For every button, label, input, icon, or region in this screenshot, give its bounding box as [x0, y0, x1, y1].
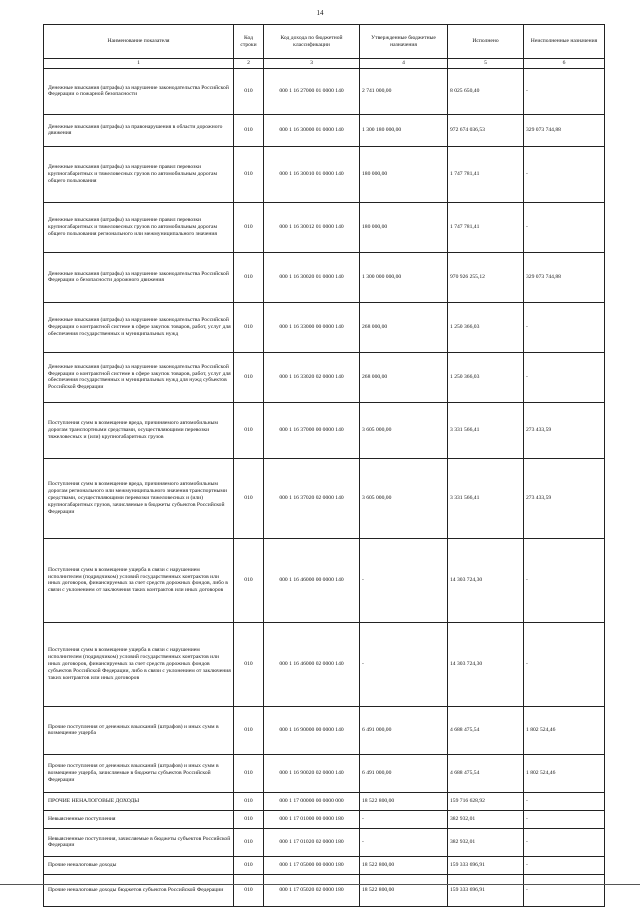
row-name: Денежные взыскания (штрафы) за правонарушения в области дорожного движения: [44, 114, 234, 146]
header-cell: Наименование показателя: [44, 25, 234, 59]
page-number: 14: [316, 9, 324, 17]
row-executed: 159 333 696,91: [448, 856, 524, 874]
column-number-row: [44, 59, 605, 69]
row-executed: 1 250 366,03: [448, 352, 524, 402]
row-unexecuted: -: [524, 302, 605, 352]
row-kbk: 000 1 16 37000 00 0000 140: [264, 402, 360, 458]
table-row: [44, 874, 605, 906]
row-executed: 4 688 475,54: [448, 754, 524, 792]
row-name: Прочие поступления от денежных взысканий (штрафов) и иных сумм в возмещение ущерба: [44, 706, 234, 754]
row-approved: 268 000,00: [360, 302, 448, 352]
row-executed: 1 250 366,03: [448, 302, 524, 352]
row-executed: 3 331 566,41: [448, 458, 524, 538]
header-cell: Код строки: [234, 25, 264, 59]
row-unexecuted: 1 802 524,46: [524, 754, 605, 792]
row-code: 010: [234, 68, 264, 114]
row-approved: 18 522 800,00: [360, 874, 448, 906]
row-approved: 1 300 000 000,00: [360, 252, 448, 302]
row-code: 010: [234, 458, 264, 538]
table-row: [44, 402, 605, 458]
row-code: 010: [234, 856, 264, 874]
row-name: Поступления сумм в возмещение вреда, причиняемого автомобильным дорогам транспортными средствами, осуществляющими перевозки тяжеловесных и (или) крупногабаритных грузов: [44, 402, 234, 458]
row-code: 010: [234, 538, 264, 622]
row-name: Прочие поступления от денежных взысканий (штрафов) и иных сумм в возмещение ущерба, зачисляемые в бюджеты субъектов Российской Федерации: [44, 754, 234, 792]
row-code: 010: [234, 706, 264, 754]
row-code: 010: [234, 114, 264, 146]
row-kbk: 000 1 16 30020 01 0000 140: [264, 252, 360, 302]
row-executed: 159 333 696,91: [448, 874, 524, 906]
row-executed: 970 926 255,12: [448, 252, 524, 302]
column-number: 5: [448, 59, 524, 69]
row-code: 010: [234, 352, 264, 402]
column-number: 6: [524, 59, 605, 69]
page-bottom-rule: [0, 884, 640, 885]
row-name: Поступления сумм в возмещение ущерба в связи с нарушением исполнителем (подрядчиком) условий государственных контрактов или иных договоров, финансируемых за счет средств дорожных фондов субъектов Российской Федерации, либо в связи с уклонением от заключения таких контрактов или иных договоров: [44, 622, 234, 706]
table-row: [44, 622, 605, 706]
row-executed: 1 747 781,41: [448, 202, 524, 252]
row-kbk: 000 1 16 90020 02 0000 140: [264, 754, 360, 792]
row-code: 010: [234, 754, 264, 792]
row-name: Денежные взыскания (штрафы) за нарушение правил перевозки крупногабаритных и тяжеловесных грузов по автомобильным дорогам общего пользования регионального или межмуниципального значения: [44, 202, 234, 252]
row-approved: 3 605 000,00: [360, 458, 448, 538]
table-row: [44, 810, 605, 828]
row-kbk: 000 1 16 46000 02 0000 140: [264, 622, 360, 706]
row-unexecuted: -: [524, 146, 605, 202]
row-code: 010: [234, 622, 264, 706]
row-code: 010: [234, 302, 264, 352]
row-kbk: 000 1 16 46000 00 0000 140: [264, 538, 360, 622]
row-name: Денежные взыскания (штрафы) за нарушение законодательства Российской Федерации о контрактной системе в сфере закупок товаров, работ, услуг для обеспечения государственных и муниципальных нужд для нужд субъектов Российской Федерации: [44, 352, 234, 402]
table-row: [44, 252, 605, 302]
row-code: 010: [234, 252, 264, 302]
row-name: Денежные взыскания (штрафы) за нарушение правил перевозки крупногабаритных и тяжеловесных грузов по автомобильным дорогам общего пользования: [44, 146, 234, 202]
table-row: [44, 352, 605, 402]
header-cell: Неисполненные назначения: [524, 25, 605, 59]
column-number: 1: [44, 59, 234, 69]
row-unexecuted: -: [524, 874, 605, 906]
row-unexecuted: 329 073 744,88: [524, 114, 605, 146]
row-unexecuted: 273 433,59: [524, 458, 605, 538]
table-row: [44, 856, 605, 874]
row-name: Поступления сумм в возмещение ущерба в связи с нарушением исполнителем (подрядчиком) условий государственных контрактов или иных договоров, финансируемых за счет средств дорожных фондов, либо в связи с уклонением от заключения таких контрактов или иных договоров: [44, 538, 234, 622]
header-cell: Код дохода по бюджетной классификации: [264, 25, 360, 59]
row-approved: 1 300 180 000,00: [360, 114, 448, 146]
row-approved: -: [360, 622, 448, 706]
row-name: ПРОЧИЕ НЕНАЛОГОВЫЕ ДОХОДЫ: [44, 792, 234, 810]
row-unexecuted: -: [524, 352, 605, 402]
row-kbk: 000 1 16 30010 01 0000 140: [264, 146, 360, 202]
row-unexecuted: -: [524, 792, 605, 810]
row-kbk: 000 1 16 33000 00 0000 140: [264, 302, 360, 352]
row-executed: 1 747 781,41: [448, 146, 524, 202]
row-approved: -: [360, 828, 448, 856]
row-unexecuted: -: [524, 856, 605, 874]
row-code: 010: [234, 810, 264, 828]
row-approved: 3 605 000,00: [360, 402, 448, 458]
row-unexecuted: -: [524, 810, 605, 828]
row-unexecuted: -: [524, 828, 605, 856]
row-kbk: 000 1 16 33020 02 0000 140: [264, 352, 360, 402]
table-row: [44, 706, 605, 754]
row-kbk: 000 1 17 00000 00 0000 000: [264, 792, 360, 810]
row-code: 010: [234, 828, 264, 856]
row-name: Невыясненные поступления, зачисляемые в бюджеты субъектов Российской Федерации: [44, 828, 234, 856]
row-code: 010: [234, 146, 264, 202]
row-approved: 18 522 800,00: [360, 792, 448, 810]
row-approved: -: [360, 538, 448, 622]
row-code: 010: [234, 202, 264, 252]
row-approved: 18 522 800,00: [360, 856, 448, 874]
row-approved: -: [360, 810, 448, 828]
table-row: [44, 114, 605, 146]
row-name: Поступления сумм в возмещение вреда, причиняемого автомобильным дорогам регионального или межмуниципального значения транспортными средствами, осуществляющими перевозки тяжеловесных и (или) крупногабаритных грузов, зачисляемые в бюджеты субъектов Российской Федерации: [44, 458, 234, 538]
row-approved: 6 491 000,00: [360, 754, 448, 792]
table-row: [44, 146, 605, 202]
row-executed: 972 674 036,53: [448, 114, 524, 146]
row-unexecuted: 273 433,59: [524, 402, 605, 458]
row-unexecuted: -: [524, 68, 605, 114]
row-kbk: 000 1 17 05020 02 0000 180: [264, 874, 360, 906]
row-code: 010: [234, 402, 264, 458]
row-name: Денежные взыскания (штрафы) за нарушение законодательства Российской Федерации о безопасности дорожного движения: [44, 252, 234, 302]
header-row: [44, 25, 605, 59]
row-kbk: 000 1 16 27000 01 0000 140: [264, 68, 360, 114]
table-row: [44, 828, 605, 856]
row-executed: 14 303 724,30: [448, 622, 524, 706]
row-kbk: 000 1 17 01000 00 0000 180: [264, 810, 360, 828]
row-name: Денежные взыскания (штрафы) за нарушение законодательства Российской Федерации о пожарной безопасности: [44, 68, 234, 114]
table-row: [44, 538, 605, 622]
table-row: [44, 754, 605, 792]
row-executed: 4 688 475,54: [448, 706, 524, 754]
column-number: 2: [234, 59, 264, 69]
table-body: [44, 68, 605, 906]
header-cell: Исполнено: [448, 25, 524, 59]
row-kbk: 000 1 16 30012 01 0000 140: [264, 202, 360, 252]
header-cell: Утвержденные бюджетные назначения: [360, 25, 448, 59]
row-executed: 382 932,01: [448, 828, 524, 856]
row-unexecuted: -: [524, 538, 605, 622]
row-unexecuted: 1 802 524,46: [524, 706, 605, 754]
row-kbk: 000 1 16 30000 01 0000 140: [264, 114, 360, 146]
row-approved: 180 000,00: [360, 202, 448, 252]
row-name: Невыясненные поступления: [44, 810, 234, 828]
column-number: 3: [264, 59, 360, 69]
row-unexecuted: -: [524, 622, 605, 706]
row-executed: 3 331 566,41: [448, 402, 524, 458]
row-executed: 159 716 628,92: [448, 792, 524, 810]
table-row: [44, 202, 605, 252]
table-row: [44, 68, 605, 114]
budget-table: [43, 24, 605, 907]
row-approved: 268 000,00: [360, 352, 448, 402]
row-executed: 8 025 650,40: [448, 68, 524, 114]
column-number: 4: [360, 59, 448, 69]
row-approved: 180 000,00: [360, 146, 448, 202]
table-row: [44, 792, 605, 810]
row-approved: 2 741 000,00: [360, 68, 448, 114]
row-executed: 382 932,01: [448, 810, 524, 828]
row-code: 010: [234, 874, 264, 906]
table-row: [44, 458, 605, 538]
row-approved: 6 491 000,00: [360, 706, 448, 754]
row-kbk: 000 1 16 37020 02 0000 140: [264, 458, 360, 538]
table-row: [44, 302, 605, 352]
row-name: Денежные взыскания (штрафы) за нарушение законодательства Российской Федерации о контрактной системе в сфере закупок товаров, работ, услуг для обеспечения государственных и муниципальных нужд: [44, 302, 234, 352]
row-name: Прочие неналоговые доходы: [44, 856, 234, 874]
row-kbk: 000 1 17 01020 02 0000 180: [264, 828, 360, 856]
row-code: 010: [234, 792, 264, 810]
row-name: Прочие неналоговые доходы бюджетов субъектов Российской Федерации: [44, 874, 234, 906]
row-executed: 14 303 724,30: [448, 538, 524, 622]
row-unexecuted: -: [524, 202, 605, 252]
row-kbk: 000 1 16 90000 00 0000 140: [264, 706, 360, 754]
row-kbk: 000 1 17 05000 00 0000 180: [264, 856, 360, 874]
row-unexecuted: 329 073 744,88: [524, 252, 605, 302]
